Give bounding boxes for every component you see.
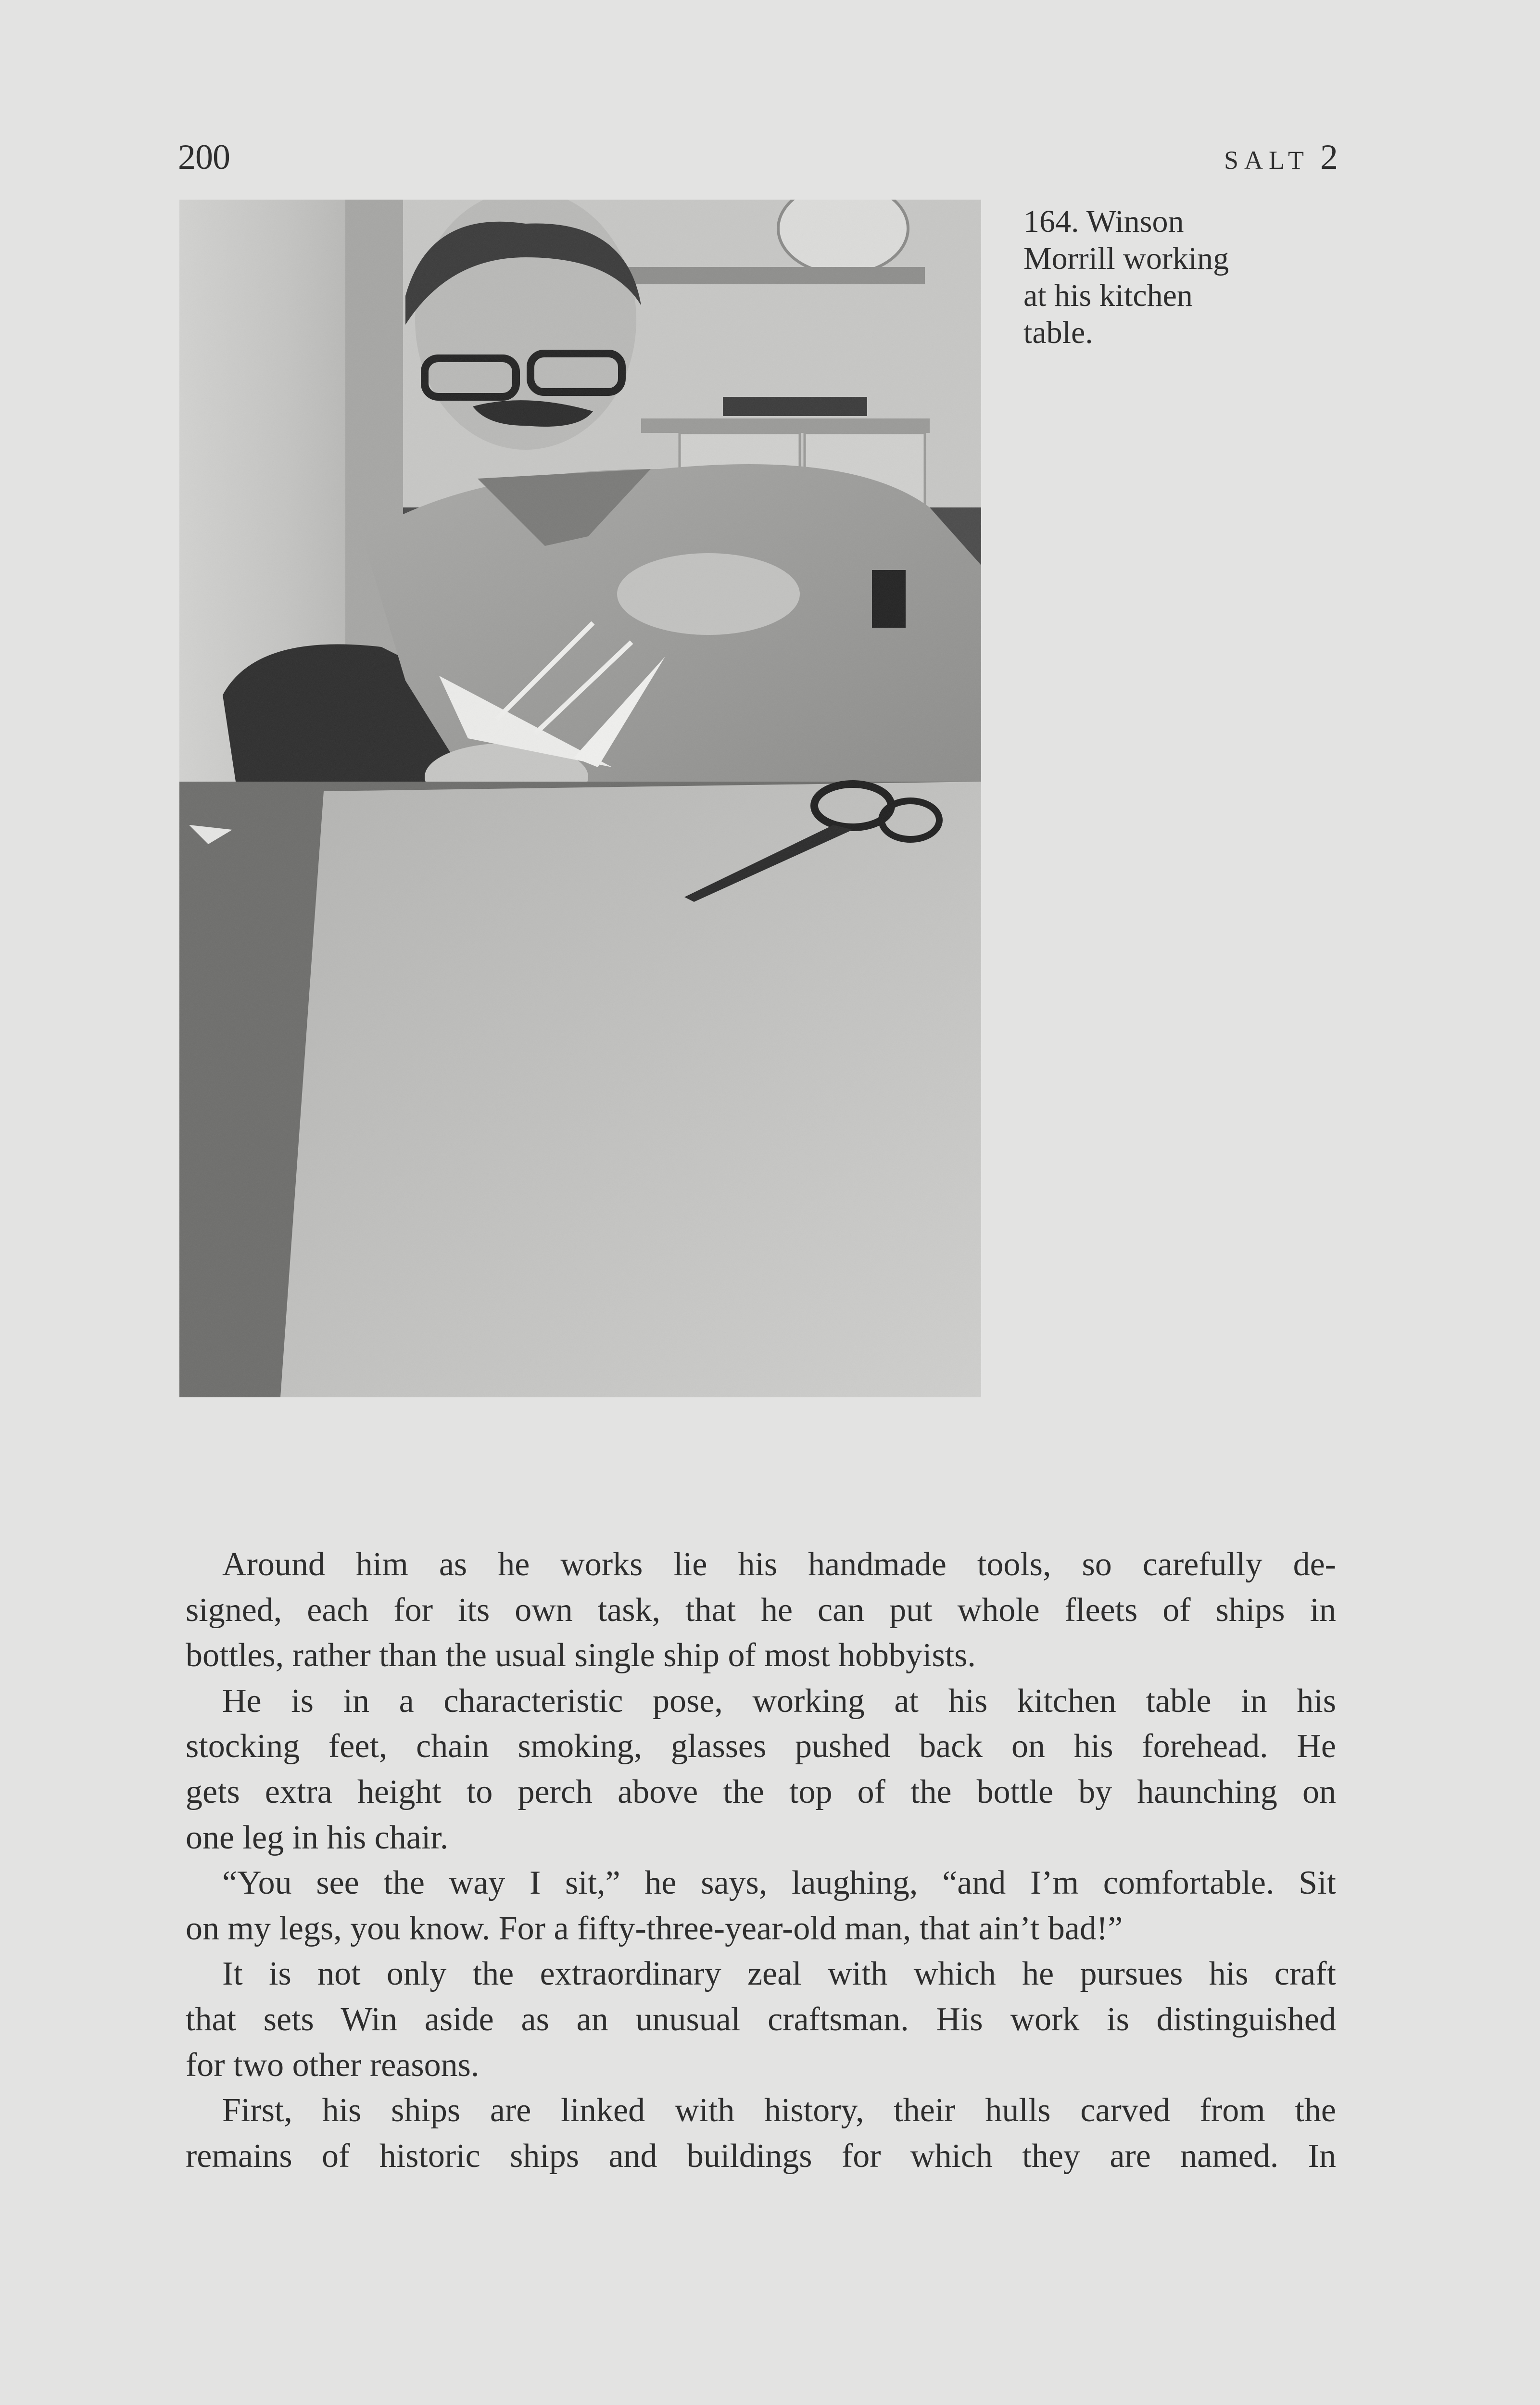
paragraph [186,1951,1336,2088]
figure-caption [1023,203,1293,351]
caption-line: table. [1023,315,1093,350]
photo-grain [179,200,981,1397]
text-line: remains of historic ships and buildings for which they are named. In [186,2137,1336,2175]
page-number: 200 [178,138,230,177]
text-line: for two other reasons. [186,2046,480,2084]
paragraph [186,2088,1336,2179]
text-line: gets extra height to perch above the top of the bottle by haunching on [186,1773,1336,1810]
paragraph [186,1542,1336,1679]
text-line: that sets Win aside as an unusual craftsman. His work is distinguished [186,2000,1336,2038]
text-line: It is not only the extraordinary zeal with which he pursues his craft [222,1955,1336,1993]
running-head [1188,136,1338,182]
body-text [186,1542,1336,2179]
text-line: signed, each for its own task, that he can put whole fleets of ships in [186,1591,1336,1629]
photo-illustration [179,200,981,1397]
figure-photo [179,200,981,1397]
caption-line: Morrill working [1023,241,1229,276]
paragraph [186,1679,1336,1861]
text-line: He is in a characteristic pose, working at his kitchen table in his [222,1682,1336,1720]
running-head-volume: 2 [1320,138,1338,177]
paragraph [186,1861,1336,1951]
text-line: “You see the way I sit,” he says, laughing, “and I’m comfortable. Sit [222,1864,1336,1902]
text-line: stocking feet, chain smoking, glasses pushed back on his forehead. He [186,1728,1336,1765]
text-line: on my legs, you know. For a fifty-three-year-old man, that ain’t bad!” [186,1910,1123,1947]
text-line: bottles, rather than the usual single ship of most hobbyists. [186,1637,976,1674]
text-line: Around him as he works lie his handmade tools, so carefully de- [222,1546,1336,1583]
text-line: First, his ships are linked with history, their hulls carved from the [222,2092,1336,2129]
caption-line: at his kitchen [1023,278,1193,313]
running-head-title: SALT [1224,146,1310,175]
text-line: one leg in his chair. [186,1819,449,1856]
caption-line: 164. Winson [1023,204,1184,239]
